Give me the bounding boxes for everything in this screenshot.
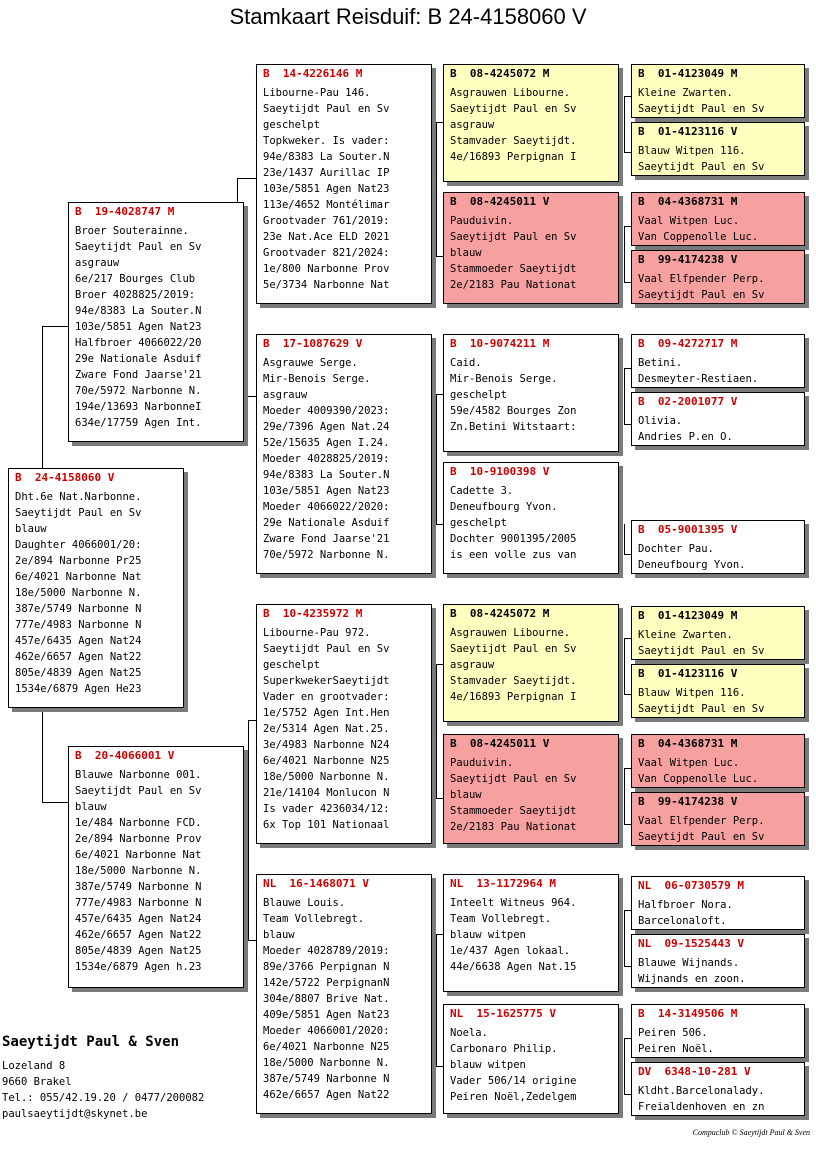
breeder-name: Saeytijdt Paul & Sven xyxy=(2,1034,180,1050)
connector xyxy=(42,326,43,470)
ring-number: B 14-3149506 M xyxy=(638,1007,738,1020)
card-line: Saeytijdt Paul en Sv xyxy=(638,831,765,843)
card-line: asgrauw xyxy=(450,119,495,131)
connector xyxy=(248,720,249,940)
card-line: 70e/5972 Narbonne N. xyxy=(263,549,390,561)
connector xyxy=(624,910,625,966)
card-line: 5e/3734 Narbonne Nat xyxy=(263,279,390,291)
card-line: 1e/437 Agen lokaal. xyxy=(450,945,571,957)
card-line: is een volle zus van xyxy=(450,549,577,561)
card-line: 2e/2183 Pau Nationat xyxy=(450,279,577,291)
breeder-phone: Tel.: 055/42.19.20 / 0477/200082 xyxy=(2,1092,205,1104)
card-line: blauw xyxy=(450,247,482,259)
card-line: Dochter 9001395/2005 xyxy=(450,533,577,545)
ring-number: B 17-1087629 V xyxy=(263,337,363,350)
ring-number: B 01-4123116 V xyxy=(638,667,738,680)
card-line: Carbonaro Philip. xyxy=(450,1043,558,1055)
card-line: Blauw Witpen 116. xyxy=(638,687,746,699)
card-line: 6e/4021 Narbonne Nat xyxy=(75,849,202,861)
card-line: Peiren 506. xyxy=(638,1027,708,1039)
connector xyxy=(436,934,437,1066)
g4-card[interactable] xyxy=(631,250,805,304)
card-line: Vaal Witpen Luc. xyxy=(638,757,740,769)
card-line: Mir-Benois Serge. xyxy=(263,373,371,385)
card-line: Is vader 4236034/12: xyxy=(263,803,390,815)
card-line: Vaal Witpen Luc. xyxy=(638,215,740,227)
card-line: Zn.Betini Witstaart: xyxy=(450,421,577,433)
card-line: 1e/484 Narbonne FCD. xyxy=(75,817,202,829)
connector xyxy=(237,178,257,179)
card-line: SuperkwekerSaeytijdt xyxy=(263,675,390,687)
card-line: Andries P.en O. xyxy=(638,431,733,443)
card-line: 59e/4582 Bourges Zon xyxy=(450,405,577,417)
card-line: Van Coppenolle Luc. xyxy=(638,773,759,785)
card-line: 462e/6657 Agen Nat22 xyxy=(75,929,202,941)
footer-credit: Compuclub © Saeytijdt Paul & Sven xyxy=(692,1128,810,1137)
ring-number: DV 6348-10-281 V xyxy=(638,1065,751,1078)
card-line: 29e/7396 Agen Nat.24 xyxy=(263,421,390,433)
card-line: 94e/8383 La Souter.N xyxy=(75,305,202,317)
card-line: Blauwe Narbonne 001. xyxy=(75,769,202,781)
sire-dam-card[interactable] xyxy=(256,334,432,574)
card-line: 805e/4839 Agen Nat25 xyxy=(75,945,202,957)
breeder-email[interactable]: paulsaeytijdt@skynet.be xyxy=(2,1108,148,1120)
card-line: 70e/5972 Narbonne N. xyxy=(75,385,202,397)
card-line: blauw xyxy=(75,801,107,813)
g13-card[interactable] xyxy=(631,876,805,930)
card-line: 44e/6638 Agen Nat.15 xyxy=(450,961,577,973)
card-line: 113e/4652 Montélimar xyxy=(263,199,390,211)
card-line: 2e/5314 Agen Nat.25. xyxy=(263,723,390,735)
card-line: 103e/5851 Agen Nat23 xyxy=(263,485,390,497)
card-line: asgrauw xyxy=(450,659,495,671)
card-line: Dochter Pau. xyxy=(638,543,714,555)
ring-number: B 08-4245011 V xyxy=(450,195,550,208)
card-line: Blauw Witpen 116. xyxy=(638,145,746,157)
sire-card[interactable] xyxy=(68,202,244,442)
connector xyxy=(624,226,625,282)
card-line: 2e/894 Narbonne Prov xyxy=(75,833,202,845)
card-line: 29e Nationale Asduif xyxy=(263,517,390,529)
card-line: 1534e/6879 Agen h.23 xyxy=(75,961,202,973)
ring-number: NL 16-1468071 V xyxy=(263,877,369,890)
card-line: Vader 506/14 origine xyxy=(450,1075,577,1087)
ring-number: B 19-4028747 M xyxy=(75,205,175,218)
card-line: Deneufbourg Yvon. xyxy=(638,559,746,571)
card-line: 387e/5749 Narbonne N xyxy=(263,1073,390,1085)
card-line: geschelpt xyxy=(263,119,320,131)
card-line: Peiren Noël. xyxy=(638,1043,714,1055)
ssd-card[interactable] xyxy=(443,192,619,304)
ring-number: NL 15-1625775 V xyxy=(450,1007,556,1020)
card-line: Stammoeder Saeytijdt xyxy=(450,805,577,817)
ring-number: B 01-4123049 M xyxy=(638,609,738,622)
connector xyxy=(436,122,437,256)
card-line: Saeytijdt Paul en Sv xyxy=(450,103,577,115)
card-line: 23e/1437 Aurillac IP xyxy=(263,167,390,179)
sire-sire-card[interactable] xyxy=(256,64,432,304)
card-line: Blauwe Louis. xyxy=(263,897,346,909)
card-line: 89e/3766 Perpignan N xyxy=(263,961,390,973)
card-line: Olivia. xyxy=(638,415,683,427)
ring-number: B 10-4235972 M xyxy=(263,607,363,620)
card-line: Grootvader 821/2024: xyxy=(263,247,390,259)
g8-card[interactable] xyxy=(631,520,805,574)
ring-number: B 24-4158060 V xyxy=(15,471,115,484)
card-line: 94e/8383 La Souter.N xyxy=(263,469,390,481)
card-line: geschelpt xyxy=(450,517,507,529)
g9-card[interactable] xyxy=(631,606,805,660)
connector xyxy=(624,96,625,152)
card-line: blauw xyxy=(15,523,47,535)
ring-number: B 05-9001395 V xyxy=(638,523,738,536)
g11-card[interactable] xyxy=(631,734,805,788)
card-line: 387e/5749 Narbonne N xyxy=(15,603,142,615)
dam-card[interactable] xyxy=(68,746,244,988)
card-line: Broer Souterainne. xyxy=(75,225,189,237)
connector xyxy=(624,768,625,824)
dam-dam-card[interactable] xyxy=(256,874,432,1114)
card-line: Betini. xyxy=(638,357,683,369)
card-line: Saeytijdt Paul en Sv xyxy=(263,103,390,115)
card-line: 6e/4021 Narbonne N25 xyxy=(263,1041,390,1053)
card-line: 18e/5000 Narbonne N. xyxy=(75,865,202,877)
connector xyxy=(624,524,625,554)
g1-card[interactable] xyxy=(631,64,805,118)
g12-card[interactable] xyxy=(631,792,805,846)
card-line: 1e/800 Narbonne Prov xyxy=(263,263,390,275)
ring-number: B 99-4174238 V xyxy=(638,253,738,266)
card-line: 18e/5000 Narbonne N. xyxy=(15,587,142,599)
card-line: asgrauw xyxy=(75,257,120,269)
card-line: 142e/5722 PerpignanN xyxy=(263,977,390,989)
card-line: Broer 4028825/2019: xyxy=(75,289,196,301)
ring-number: B 20-4066001 V xyxy=(75,749,175,762)
ring-number: B 10-9100398 V xyxy=(450,465,550,478)
dss-card[interactable] xyxy=(443,604,619,722)
ring-number: B 01-4123116 V xyxy=(638,125,738,138)
card-line: 1534e/6879 Agen He23 xyxy=(15,683,142,695)
card-line: 94e/8383 La Souter.N xyxy=(263,151,390,163)
card-line: blauw xyxy=(450,789,482,801)
ring-number: B 08-4245072 M xyxy=(450,607,550,620)
card-line: Pauduivin. xyxy=(450,757,514,769)
ring-number: B 08-4245072 M xyxy=(450,67,550,80)
g15-card[interactable] xyxy=(631,1004,805,1058)
card-line: 18e/5000 Narbonne N. xyxy=(263,771,390,783)
card-line: geschelpt xyxy=(450,389,507,401)
card-line: Asgrauwen Libourne. xyxy=(450,87,571,99)
ddd-card[interactable] xyxy=(443,1004,619,1114)
card-line: Peiren Noël,Zedelgem xyxy=(450,1091,577,1103)
card-line: blauw xyxy=(263,929,295,941)
connector xyxy=(624,638,625,694)
card-line: Stamvader Saeytijdt. xyxy=(450,675,577,687)
ring-number: B 09-4272717 M xyxy=(638,337,738,350)
card-line: Caid. xyxy=(450,357,482,369)
ring-number: B 99-4174238 V xyxy=(638,795,738,808)
card-line: 2e/894 Narbonne Pr25 xyxy=(15,555,142,567)
card-line: Libourne-Pau 146. xyxy=(263,87,371,99)
card-line: 634e/17759 Agen Int. xyxy=(75,417,202,429)
card-line: blauw witpen xyxy=(450,929,526,941)
card-line: Kleine Zwarten. xyxy=(638,87,733,99)
ring-number: NL 06-0730579 M xyxy=(638,879,744,892)
card-line: Mir-Benois Serge. xyxy=(450,373,558,385)
ring-number: B 02-2001077 V xyxy=(638,395,738,408)
card-line: Moeder 4028789/2019: xyxy=(263,945,390,957)
card-line: Cadette 3. xyxy=(450,485,514,497)
g5-card[interactable] xyxy=(631,334,805,388)
card-line: Saeytijdt Paul en Sv xyxy=(75,241,202,253)
card-line: 3e/4983 Narbonne N24 xyxy=(263,739,390,751)
card-line: 29e Nationale Asduif xyxy=(75,353,202,365)
card-line: Saeytijdt Paul en Sv xyxy=(15,507,142,519)
card-line: 23e Nat.Ace ELD 2021 xyxy=(263,231,390,243)
card-line: Libourne-Pau 972. xyxy=(263,627,371,639)
card-line: Barcelonaloft. xyxy=(638,915,727,927)
g14-card[interactable] xyxy=(631,934,805,988)
card-line: 777e/4983 Narbonne N xyxy=(15,619,142,631)
breeder-street: Lozeland 8 xyxy=(2,1060,66,1072)
g6-card[interactable] xyxy=(631,392,805,446)
card-line: Dht.6e Nat.Narbonne. xyxy=(15,491,142,503)
card-line: Saeytijdt Paul en Sv xyxy=(638,703,765,715)
card-line: Noela. xyxy=(450,1027,488,1039)
card-line: Stamvader Saeytijdt. xyxy=(450,135,577,147)
card-line: 805e/4839 Agen Nat25 xyxy=(15,667,142,679)
connector xyxy=(436,664,437,798)
card-line: Kldht.Barcelonalady. xyxy=(638,1085,765,1097)
card-line: Saeytijdt Paul en Sv xyxy=(638,645,765,657)
card-line: 4e/16893 Perpignan I xyxy=(450,151,577,163)
card-line: Moeder 4009390/2023: xyxy=(263,405,390,417)
card-line: Desmeyter-Restiaen. xyxy=(638,373,759,385)
card-line: Van Coppenolle Luc. xyxy=(638,231,759,243)
card-line: Vaal Elfpender Perp. xyxy=(638,273,765,285)
ring-number: B 10-9074211 M xyxy=(450,337,550,350)
ring-number: NL 13-1172964 M xyxy=(450,877,556,890)
g2-card[interactable] xyxy=(631,122,805,176)
card-line: Saeytijdt Paul en Sv xyxy=(75,785,202,797)
card-line: 409e/5851 Agen Nat23 xyxy=(263,1009,390,1021)
card-line: Halfbroer 4066022/20 xyxy=(75,337,202,349)
card-line: 2e/2183 Pau Nationat xyxy=(450,821,577,833)
card-line: 103e/5851 Agen Nat23 xyxy=(75,321,202,333)
card-line: asgrauw xyxy=(263,389,308,401)
breeder-city: 9660 Brakel xyxy=(2,1076,72,1088)
card-line: Saeytijdt Paul en Sv xyxy=(450,773,577,785)
card-line: Vader en grootvader: xyxy=(263,691,390,703)
card-line: 462e/6657 Agen Nat22 xyxy=(263,1089,390,1101)
sss-card[interactable] xyxy=(443,64,619,182)
card-line: Pauduivin. xyxy=(450,215,514,227)
card-line: Saeytijdt Paul en Sv xyxy=(638,103,765,115)
card-line: 6e/4021 Narbonne N25 xyxy=(263,755,390,767)
card-line: Saeytijdt Paul en Sv xyxy=(450,643,577,655)
card-line: Saeytijdt Paul en Sv xyxy=(450,231,577,243)
card-line: Zware Fond Jaarse'21 xyxy=(263,533,390,545)
card-line: Deneufbourg Yvon. xyxy=(450,501,558,513)
card-line: 4e/16893 Perpignan I xyxy=(450,691,577,703)
card-line: 52e/15635 Agen I.24. xyxy=(263,437,390,449)
sdd-card[interactable] xyxy=(443,462,619,574)
card-line: Inteelt Witneus 964. xyxy=(450,897,577,909)
card-line: Freialdenhoven en zn xyxy=(638,1101,765,1113)
card-line: Kleine Zwarten. xyxy=(638,629,733,641)
ring-number: B 14-4226146 M xyxy=(263,67,363,80)
sds-card[interactable] xyxy=(443,334,619,452)
g3-card[interactable] xyxy=(631,192,805,246)
card-line: Vaal Elfpender Perp. xyxy=(638,815,765,827)
card-line: Team Vollebregt. xyxy=(450,913,552,925)
card-line: Asgrauwen Libourne. xyxy=(450,627,571,639)
connector xyxy=(42,708,43,802)
card-line: 6x Top 101 Nationaal xyxy=(263,819,390,831)
card-line: Moeder 4066022/2020: xyxy=(263,501,390,513)
card-line: Topkweker. Is vader: xyxy=(263,135,390,147)
card-line: 462e/6657 Agen Nat22 xyxy=(15,651,142,663)
card-line: Blauwe Wijnands. xyxy=(638,957,740,969)
card-line: Halfbroer Nora. xyxy=(638,899,733,911)
card-line: Moeder 4066001/2020: xyxy=(263,1025,390,1037)
card-line: 6e/4021 Narbonne Nat xyxy=(15,571,142,583)
card-line: Zware Fond Jaarse'21 xyxy=(75,369,202,381)
card-line: Stammoeder Saeytijdt xyxy=(450,263,577,275)
ring-number: B 08-4245011 V xyxy=(450,737,550,750)
card-line: Daughter 4066001/20: xyxy=(15,539,142,551)
subject-card[interactable] xyxy=(8,468,184,708)
card-line: blauw witpen xyxy=(450,1059,526,1071)
card-line: 18e/5000 Narbonne N. xyxy=(263,1057,390,1069)
page-title: Stamkaart Reisduif: B 24-4158060 V xyxy=(229,4,587,29)
card-line: 21e/14104 Monlucon N xyxy=(263,787,390,799)
connector xyxy=(436,394,437,524)
dam-sire-card[interactable] xyxy=(256,604,432,844)
card-line: 194e/13693 NarbonneI xyxy=(75,401,202,413)
ring-number: B 01-4123049 M xyxy=(638,67,738,80)
card-line: 777e/4983 Narbonne N xyxy=(75,897,202,909)
card-line: Asgrauwe Serge. xyxy=(263,357,358,369)
card-line: 6e/217 Bourges Club xyxy=(75,273,196,285)
ring-number: B 04-4368731 M xyxy=(638,195,738,208)
g10-card[interactable] xyxy=(631,664,805,718)
ring-number: B 04-4368731 M xyxy=(638,737,738,750)
card-line: 457e/6435 Agen Nat24 xyxy=(15,635,142,647)
dsd-card[interactable] xyxy=(443,734,619,844)
connector xyxy=(42,802,70,803)
card-line: 1e/5752 Agen Int.Hen xyxy=(263,707,390,719)
card-line: Wijnands en zoon. xyxy=(638,973,746,985)
card-line: Grootvader 761/2019: xyxy=(263,215,390,227)
card-line: Moeder 4028825/2019: xyxy=(263,453,390,465)
card-line: geschelpt xyxy=(263,659,320,671)
card-line: Saeytijdt Paul en Sv xyxy=(263,643,390,655)
card-line: 103e/5851 Agen Nat23 xyxy=(263,183,390,195)
g16-card[interactable] xyxy=(631,1062,805,1116)
card-line: 304e/8807 Brive Nat. xyxy=(263,993,390,1005)
ring-number: NL 09-1525443 V xyxy=(638,937,744,950)
card-line: Team Vollebregt. xyxy=(263,913,365,925)
card-line: 457e/6435 Agen Nat24 xyxy=(75,913,202,925)
card-line: 387e/5749 Narbonne N xyxy=(75,881,202,893)
connector xyxy=(42,326,70,327)
card-line: Saeytijdt Paul en Sv xyxy=(638,161,765,173)
connector xyxy=(624,1038,625,1094)
card-line: Saeytijdt Paul en Sv xyxy=(638,289,765,301)
dds-card[interactable] xyxy=(443,874,619,992)
connector xyxy=(624,368,625,424)
